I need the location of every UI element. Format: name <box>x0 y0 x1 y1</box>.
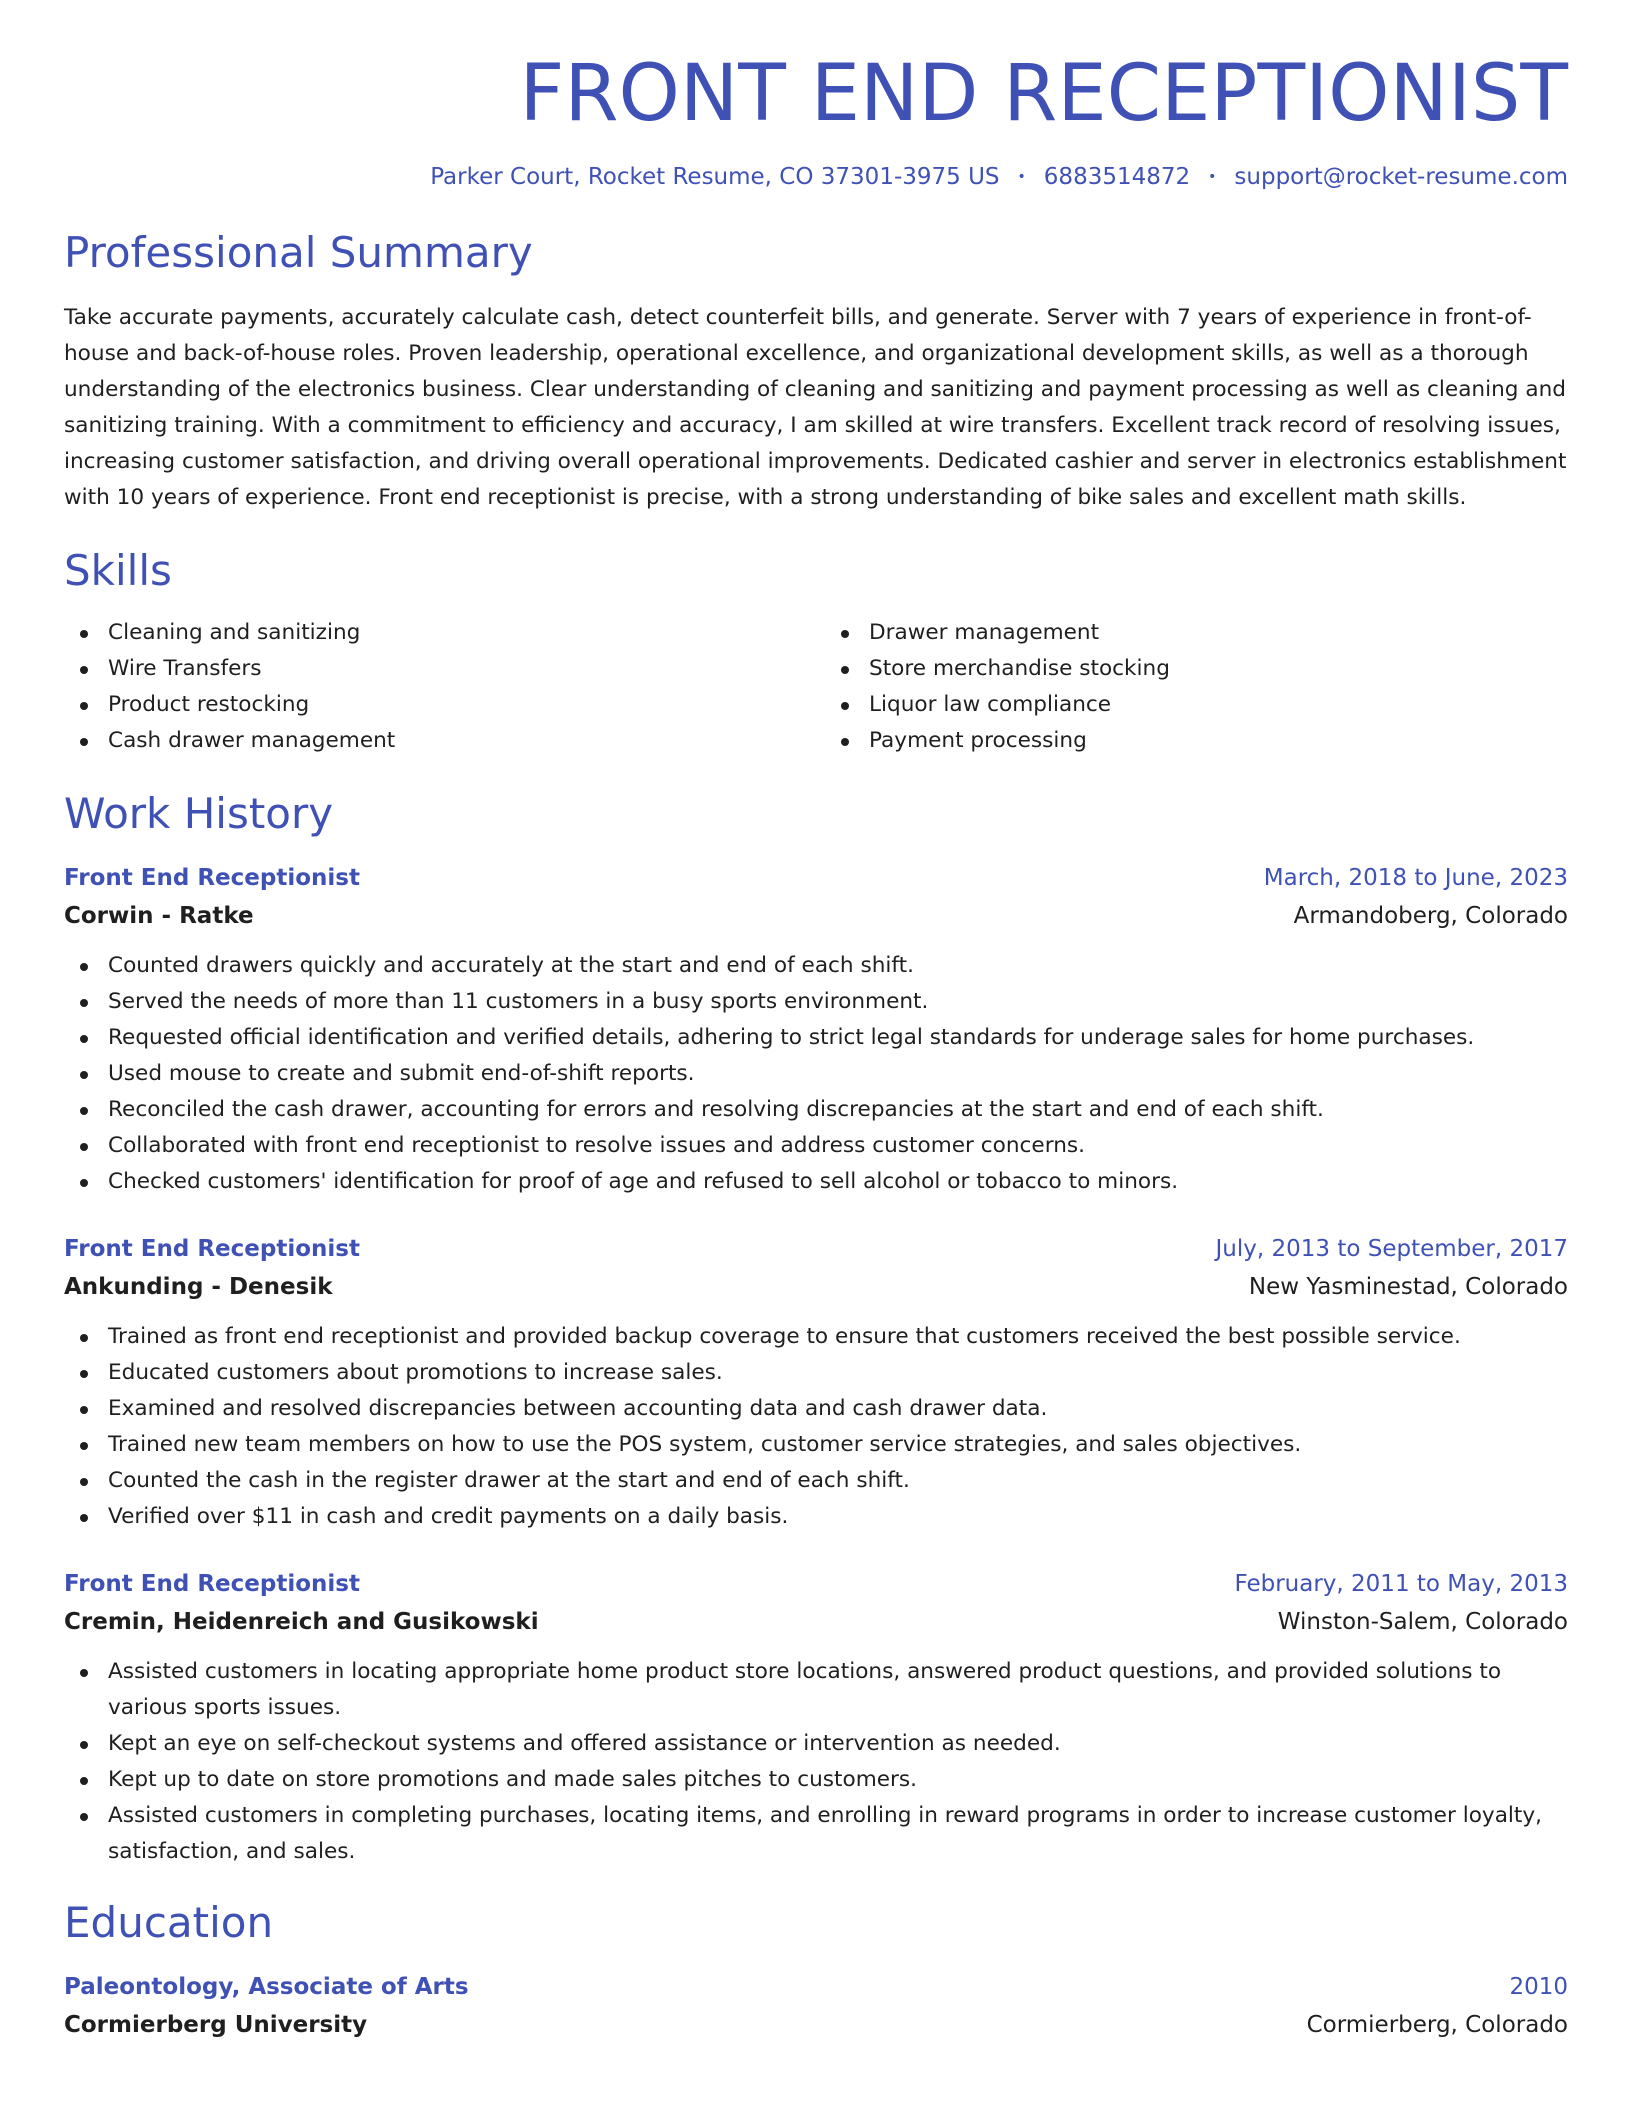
job-company: Ankunding - Denesik <box>64 1273 333 1300</box>
skills-heading: Skills <box>64 546 172 596</box>
education-location: Cormierberg, Colorado <box>1306 2012 1568 2039</box>
job-location: Armandoberg, Colorado <box>1293 902 1568 929</box>
job-bullet: Assisted customers in locating appropriate home product store locations, answered product questions, and provided solutions to various sports issues. <box>64 1654 1568 1726</box>
summary-text: Take accurate payments, accurately calculate cash, detect counterfeit bills, and generate. Server with 7 years of experience in front-of-house and back-of-house roles. Proven leadership, operational excellence, and organizational development skills, as well as a thorough understanding of the electronics business. Clear understanding of cleaning and sanitizing and payment processing as well as cleaning and sanitizing training. With a commitment to efficiency and accuracy, I am skilled at wire transfers. Excellent track record of resolving issues, increasing customer satisfaction, and driving overall operational improvements. Dedicated cashier and server in electronics establishment with 10 years of experience. Front end receptionist is precise, with a strong understanding of bike sales and excellent math skills. <box>64 305 1567 511</box>
job-bullet: Requested official identification and verified details, adhering to strict legal standards for underage sales for home purchases. <box>64 1020 1568 1056</box>
job-bullet: Collaborated with front end receptionist to resolve issues and address customer concerns. <box>64 1128 1568 1164</box>
skills-column-right <box>825 615 1568 759</box>
job-entry <box>64 1565 1568 1870</box>
skill-item: Cleaning and sanitizing <box>64 615 806 651</box>
skill-item: Payment processing <box>825 723 1568 759</box>
education-entry <box>64 1968 1568 2044</box>
job-bullet: Assisted customers in completing purchases, locating items, and enrolling in reward programs in order to increase customer loyalty, satisfaction, and sales. <box>64 1798 1568 1870</box>
job-entry <box>64 859 1568 1200</box>
job-location: New Yasminestad, Colorado <box>1248 1273 1568 1300</box>
job-dates: March, 2018 to June, 2023 <box>1263 864 1568 891</box>
job-entry <box>64 1230 1568 1535</box>
education-heading: Education <box>64 1897 274 1947</box>
job-bullet: Counted the cash in the register drawer at the start and end of each shift. <box>64 1463 1568 1499</box>
job-bullet: Kept an eye on self-checkout systems and offered assistance or intervention as needed. <box>64 1726 1568 1762</box>
skill-item: Liquor law compliance <box>825 687 1568 723</box>
job-bullet: Trained new team members on how to use the POS system, customer service strategies, and sales objectives. <box>64 1427 1568 1463</box>
job-dates: July, 2013 to September, 2017 <box>1215 1235 1568 1262</box>
skill-item: Product restocking <box>64 687 806 723</box>
contact-address: Parker Court, Rocket Resume, CO 37301-3975 US <box>430 163 1000 190</box>
job-bullet: Counted drawers quickly and accurately at the start and end of each shift. <box>64 948 1568 984</box>
work-heading: Work History <box>64 788 334 838</box>
skill-item: Wire Transfers <box>64 651 806 687</box>
job-bullet: Trained as front end receptionist and provided backup coverage to ensure that customers received the best possible service. <box>64 1319 1568 1355</box>
job-bullet: Reconciled the cash drawer, accounting for errors and resolving discrepancies at the start and end of each shift. <box>64 1092 1568 1128</box>
job-location: Winston-Salem, Colorado <box>1277 1608 1568 1635</box>
contact-separator: • <box>1208 168 1217 185</box>
job-bullets <box>64 1654 1568 1870</box>
summary-heading: Professional Summary <box>64 227 533 277</box>
contact-email[interactable]: support@rocket-resume.com <box>1234 163 1568 190</box>
education-school: Cormierberg University <box>64 2012 368 2039</box>
education-year: 2010 <box>1509 1974 1568 2001</box>
resume-name: FRONT END RECEPTIONIST <box>519 49 1568 139</box>
job-title: Front End Receptionist <box>64 1235 360 1262</box>
job-bullets <box>64 948 1568 1200</box>
contact-phone: 6883514872 <box>1043 163 1191 190</box>
skills-list <box>64 615 1568 759</box>
contact-separator: • <box>1017 168 1026 185</box>
skill-item: Drawer management <box>825 615 1568 651</box>
job-company: Cremin, Heidenreich and Gusikowski <box>64 1608 539 1635</box>
job-bullet: Educated customers about promotions to increase sales. <box>64 1355 1568 1391</box>
job-dates: February, 2011 to May, 2013 <box>1234 1570 1568 1597</box>
job-bullet: Examined and resolved discrepancies between accounting data and cash drawer data. <box>64 1391 1568 1427</box>
job-bullet: Used mouse to create and submit end-of-shift reports. <box>64 1056 1568 1092</box>
job-bullet: Served the needs of more than 11 customers in a busy sports environment. <box>64 984 1568 1020</box>
skills-column-left <box>64 615 806 759</box>
job-title: Front End Receptionist <box>64 864 360 891</box>
job-bullets <box>64 1319 1568 1535</box>
job-company: Corwin - Ratke <box>64 902 254 929</box>
education-degree: Paleontology, Associate of Arts <box>64 1974 469 2001</box>
skill-item: Cash drawer management <box>64 723 806 759</box>
job-bullet: Kept up to date on store promotions and made sales pitches to customers. <box>64 1762 1568 1798</box>
job-bullet: Checked customers' identification for proof of age and refused to sell alcohol or tobacco to minors. <box>64 1164 1568 1200</box>
skill-item: Store merchandise stocking <box>825 651 1568 687</box>
job-title: Front End Receptionist <box>64 1570 360 1597</box>
contact-line <box>64 164 1568 190</box>
job-bullet: Verified over $11 in cash and credit payments on a daily basis. <box>64 1499 1568 1535</box>
